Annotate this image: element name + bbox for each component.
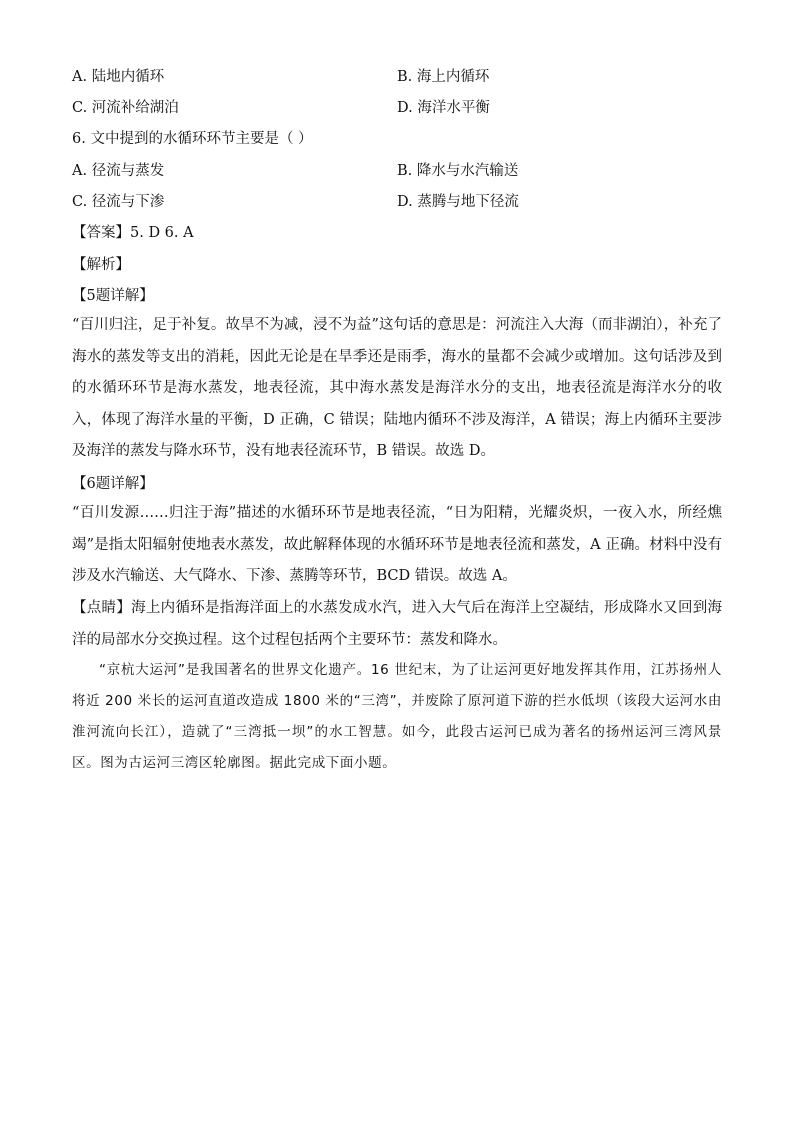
q6-option-a: A. 径流与蒸发 — [72, 163, 165, 179]
q5-option-c: C. 河流补给湖泊 — [72, 100, 179, 116]
q5-option-b: B. 海上内循环 — [397, 69, 490, 85]
answer-line: 【答案】5. D 6. A — [72, 225, 194, 241]
q5-option-a: A. 陆地内循环 — [72, 69, 165, 85]
q6-option-d: D. 蒸腾与地下径流 — [397, 194, 519, 210]
q6-option-c: C. 径流与下渗 — [72, 194, 165, 210]
q6-stem: 6. 文中提到的水循环环节主要是（ ） — [72, 131, 313, 147]
detail6-heading: 【6题详解】 — [72, 476, 154, 492]
q5-option-d: D. 海洋水平衡 — [397, 100, 490, 116]
analysis-heading: 【解析】 — [72, 257, 130, 273]
note-text: 【点睛】海上内循环是指海洋面上的水蒸发成水汽，进入大气后在海洋上空凝结，形成降水又回到海洋的局部水分交换过程。这个过程包括两个主要环节：蒸发和降水。 — [72, 600, 722, 648]
detail6-text: “百川发源……归注于海”描述的水循环环节是地表径流，“日为阳精，光耀炎炽，一夜入水，所经燋竭”是指太阳辐射使地表水蒸发，故此解释体现的水循环环节是地表径流和蒸发，A 正确。材料中没有涉及水汽输送、大气降水、下渗、蒸腾等环节，BCD 错误。故选 A。 — [72, 505, 722, 584]
detail5-text: “百川归注，足于补复。故旱不为减，浸不为益”这句话的意思是：河流注入大海（而非湖泊），补充了海水的蒸发等支出的消耗，因此无论是在旱季还是雨季，海水的量都不会减少或增加。这句话涉及到的水循环环节是海水蒸发，地表径流，其中海水蒸发是海洋水分的支出，地表径流是海洋水分的收入，体现了海洋水量的平衡，D 正确，C 错误；陆地内循环不涉及海洋，A 错误；海上内循环主要涉及海洋的蒸发与降水环节，没有地表径流环节，B 错误。故选 D。 — [72, 317, 722, 459]
material-paragraph: “京杭大运河”是我国著名的世界文化遗产。16 世纪末，为了让运河更好地发挥其作用，江苏扬州人将近 200 米长的运河直道改造成 1800 米的“三湾”，并废除了原河道下游的拦水低坝（该段大运河水由淮河流向长江），造就了“三湾抵一坝”的水工智慧。如今，此段古运河已成为著名的扬州运河三湾风景区。图为古运河三湾区轮廓图。据此完成下面小题。 — [72, 662, 722, 771]
detail5-heading: 【5题详解】 — [72, 288, 154, 304]
q6-option-b: B. 降水与水汽输送 — [397, 163, 519, 179]
